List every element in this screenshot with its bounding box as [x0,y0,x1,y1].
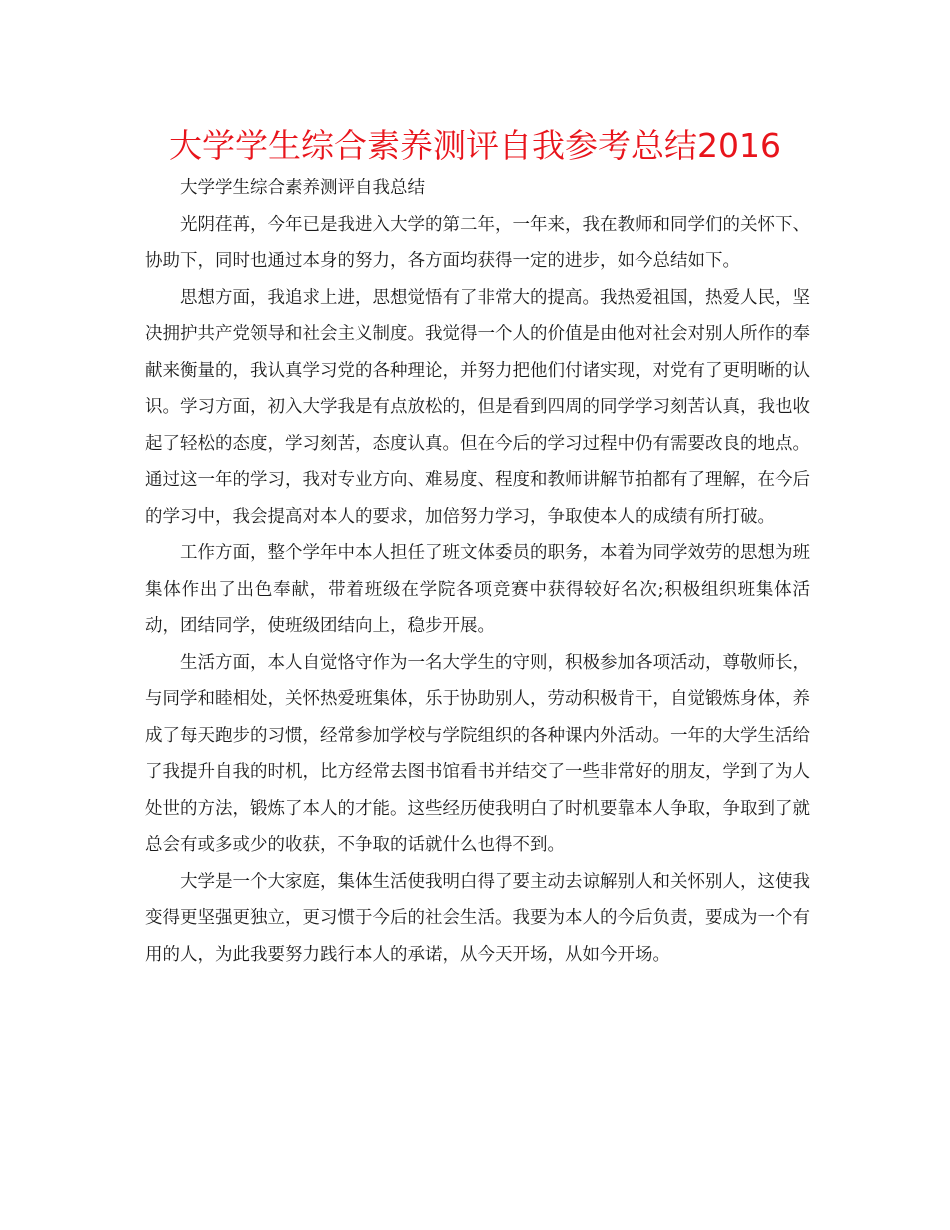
document-subtitle: 大学学生综合素养测评自我总结 [180,178,425,198]
paragraph-thought-study: 思想方面，我追求上进，思想觉悟有了非常大的提高。我热爱祖国，热爱人民，坚决拥护共产党领导和社会主义制度。我觉得一个人的价值是由他对社会对别人所作的奉献来衡量的，我认真学习党的各种理论，并努力把他们付诸实现，对党有了更明晰的认识。学习方面，初入大学我是有点放松的，但是看到四周的同学学习刻苦认真，我也收起了轻松的态度，学习刻苦，态度认真。但在今后的学习过程中仍有需要改良的地点。通过这一年的学习，我对专业方向、难易度、程度和教师讲解节拍都有了理解，在今后的学习中，我会提高对本人的要求，加倍努力学习，争取使本人的成绩有所打破。 [145,287,810,527]
paragraph-conclusion: 大学是一个大家庭，集体生活使我明白得了要主动去谅解别人和关怀别人，这使我变得更坚强更独立，更习惯于今后的社会生活。我要为本人的今后负责，要成为一个有用的人，为此我要努力践行本人的承诺，从今天开场，从如今开场。 [145,871,810,965]
paragraph-life: 生活方面，本人自觉恪守作为一名大学生的守则，积极参加各项活动，尊敬师长，与同学和睦相处，关怀热爱班集体，乐于协助别人，劳动积极肯干，自觉锻炼身体，养成了每天跑步的习惯，经常参加学校与学院组织的各种课内外活动。一年的大学生活给了我提升自我的时机，比方经常去图书馆看书并结交了一些非常好的朋友，学到了为人处世的方法，锻炼了本人的才能。这些经历使我明白了时机要靠本人争取，争取到了就总会有或多或少的收获，不争取的话就什么也得不到。 [145,652,810,855]
document-title: 大学学生综合素养测评自我参考总结2016 [169,126,781,165]
paragraph-work: 工作方面，整个学年中本人担任了班文体委员的职务，本着为同学效劳的思想为班集体作出了出色奉献，带着班级在学院各项竞赛中获得较好名次;积极组织班集体活动，团结同学，使班级团结向上，稳步开展。 [145,543,810,636]
paragraph-intro: 光阴荏苒，今年已是我进入大学的第二年，一年来，我在教师和同学们的关怀下、协助下，同时也通过本身的努力，各方面均获得一定的进步，如今总结如下。 [145,214,810,271]
document-body [145,170,810,973]
